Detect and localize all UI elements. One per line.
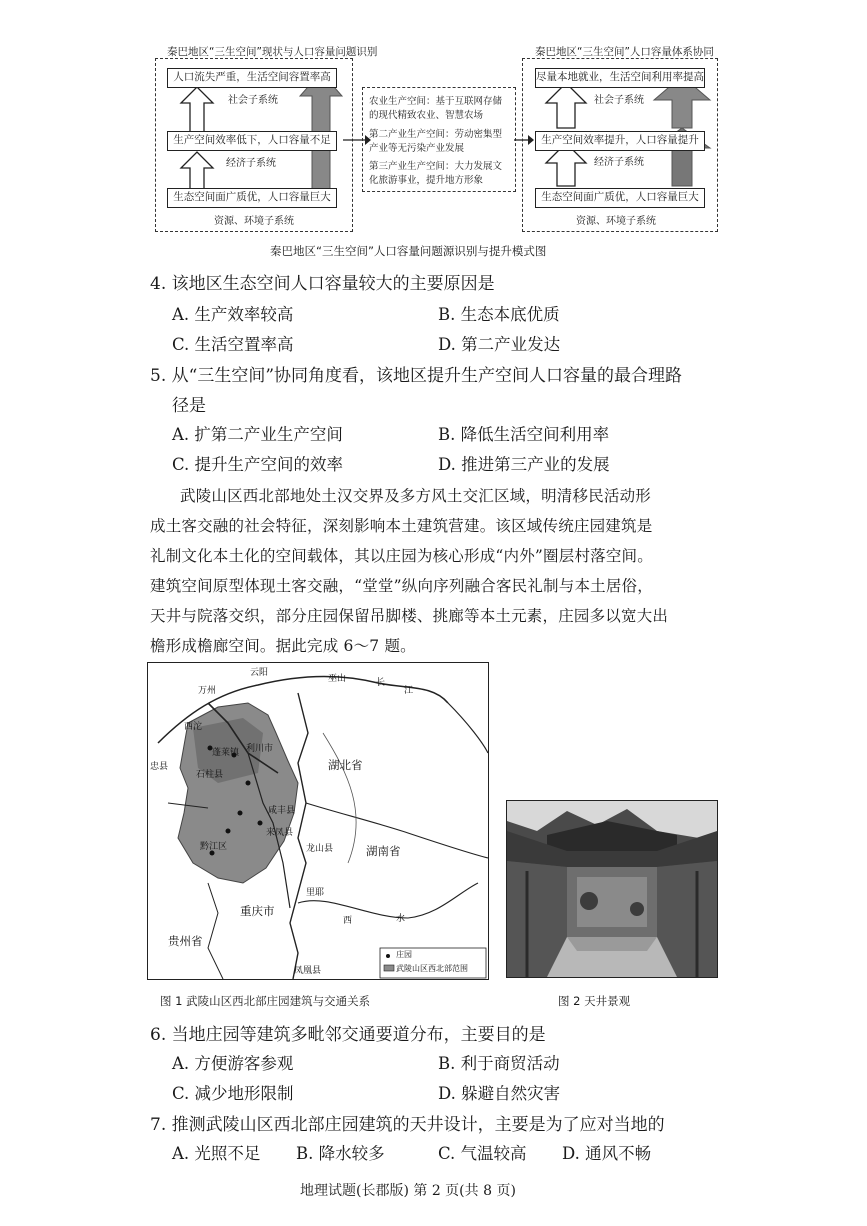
map-label-hubei: 湖北省 [328, 758, 363, 772]
right-label-2: 经济子系统 [594, 157, 644, 168]
q4-option-b[interactable]: B. 生态本底优质 [438, 305, 560, 324]
passage-line-3: 礼制文化本土化的空间载体，其以庄园为核心形成“内外”圈层村落空间。 [150, 547, 653, 565]
left-label-1: 社会子系统 [228, 95, 278, 106]
map-label-xituo: 西沱 [184, 722, 203, 732]
passage-line-2: 成土客交融的社会特征，深刻影响本土建筑营建。该区域传统庄园建筑是 [150, 517, 653, 535]
q7-option-c[interactable]: C. 气温较高 [438, 1144, 527, 1163]
left-panel-title: 秦巴地区“三生空间”现状与人口容量问题识别 [167, 46, 378, 58]
q7-option-b[interactable]: B. 降水较多 [296, 1144, 385, 1163]
right-panel-title: 秦巴地区“三生空间”人口容量体系协同 [535, 46, 714, 58]
passage-line-6: 檐形成檐廊空间。据此完成 6～7 题。 [150, 637, 416, 655]
q6-option-b[interactable]: B. 利于商贸活动 [438, 1054, 560, 1073]
q5-option-c[interactable]: C. 提升生产空间的效率 [172, 455, 344, 474]
figure1-map [147, 662, 489, 980]
map-label-wanzhou: 万州 [198, 686, 217, 696]
right-box-3: 生态空间面广质优，人口容量巨大 [535, 188, 705, 208]
q4-stem: 4. 该地区生态空间人口容量较大的主要原因是 [150, 274, 495, 294]
map-label-longshan: 龙山县 [306, 844, 334, 854]
middle-line-1: 农业生产空间：基于互联网存储 [369, 96, 503, 107]
map-label-hunan: 湖南省 [366, 844, 401, 858]
q7-stem: 7. 推测武陵山区西北部庄园建筑的天井设计，主要是为了应对当地的 [150, 1115, 665, 1135]
q4-option-d[interactable]: D. 第二产业发达 [438, 335, 561, 354]
map-label-shizhu: 石柱县 [196, 770, 224, 780]
figure1-caption: 图 1 武陵山区西北部庄园建筑与交通关系 [160, 994, 371, 1008]
q5-option-d[interactable]: D. 推进第三产业的发展 [438, 455, 610, 474]
map-label-yunyang: 云阳 [250, 668, 269, 678]
passage-line-5: 天井与院落交织，部分庄园保留吊脚楼、挑廊等本土元素，庄园多以宽大出 [150, 607, 669, 625]
middle-line-4: 产业等无污染产业发展 [369, 143, 465, 154]
q7-option-a[interactable]: A. 光照不足 [172, 1144, 261, 1163]
passage [150, 481, 730, 661]
passage-line-4: 建筑空间原型体现土客交融，“堂堂”纵向序列融合客民礼制与本土居俗， [150, 577, 653, 595]
right-label-1: 社会子系统 [594, 95, 644, 106]
map-label-moudao: 蓬莱镇 [212, 748, 240, 758]
left-box-1: 人口流失严重，生活空间容置率高 [167, 68, 337, 88]
page-footer: 地理试题(长郡版) 第 2 页(共 8 页) [300, 1183, 516, 1199]
left-box-2: 生产空间效率低下，人口容量不足 [167, 131, 337, 151]
map-label-chongqing: 重庆市 [240, 904, 275, 918]
left-box-3: 生态空间面广质优，人口容量巨大 [167, 188, 337, 208]
q7-option-d[interactable]: D. 通风不畅 [562, 1144, 652, 1163]
passage-line-1: 武陵山区西北部地处土汉交界及多方风土交汇区域，明清移民活动形 [180, 487, 652, 505]
middle-line-2: 的现代精致农业、智慧农场 [369, 110, 484, 121]
q6-stem: 6. 当地庄园等建筑多毗邻交通要道分布，主要目的是 [150, 1025, 546, 1045]
legend-region: 武陵山区西北部范围 [396, 964, 468, 973]
map-label-qianjiang: 黔江区 [200, 842, 228, 852]
middle-line-6: 化旅游事业，提升地方形象 [369, 175, 484, 186]
map-label-xianfeng: 咸丰县 [268, 806, 296, 816]
map-label-fenghuang: 凤凰县 [294, 966, 322, 976]
map-label-laifeng: 来凤县 [266, 828, 294, 838]
map-label-xi: 西 [343, 916, 353, 926]
figure2-caption: 图 2 天井景观 [558, 994, 631, 1008]
left-label-2: 经济子系统 [226, 158, 276, 169]
legend-manor: 庄园 [396, 950, 412, 959]
map-graphic [148, 663, 488, 979]
map-label-zhongxian: 忠县 [150, 762, 169, 772]
q6-option-d[interactable]: D. 躲避自然灾害 [438, 1084, 561, 1103]
q5-option-a[interactable]: A. 扩第二产业生产空间 [172, 425, 343, 444]
map-label-liye: 里耶 [306, 888, 325, 898]
q4-option-c[interactable]: C. 生活空置率高 [172, 335, 294, 354]
q4-option-a[interactable]: A. 生产效率较高 [172, 305, 294, 324]
right-label-3: 资源、环境子系统 [576, 216, 656, 227]
middle-line-5: 第三产业生产空间：大力发展文 [369, 161, 503, 172]
map-label-lichuan: 利川市 [246, 744, 274, 754]
right-box-1: 尽量本地就业，生活空间利用率提高 [535, 68, 705, 88]
diagram-caption: 秦巴地区“三生空间”人口容量问题源识别与提升模式图 [270, 244, 547, 258]
map-label-guizhou: 贵州省 [168, 934, 203, 948]
q6-option-a[interactable]: A. 方便游客参观 [172, 1054, 294, 1073]
map-label-wushan: 巫山 [328, 674, 347, 684]
left-label-3: 资源、环境子系统 [214, 216, 294, 227]
map-label-chang: 长 [376, 678, 386, 688]
q5-option-b[interactable]: B. 降低生活空间利用率 [438, 425, 610, 444]
middle-line-3: 第二产业生产空间：劳动密集型 [369, 129, 503, 140]
figure2-courtyard-photo [506, 800, 718, 978]
q5-stem-line2: 径是 [172, 396, 206, 416]
q6-option-c[interactable]: C. 减少地形限制 [172, 1084, 294, 1103]
q5-stem-line1: 5. 从“三生空间”协同角度看，该地区提升生产空间人口容量的最合理路 [150, 366, 683, 386]
courtyard-illustration [507, 801, 717, 977]
map-label-shui: 水 [396, 914, 406, 924]
map-label-jiang: 江 [404, 686, 414, 696]
right-box-2: 生产空间效率提升，人口容量提升 [535, 131, 705, 151]
